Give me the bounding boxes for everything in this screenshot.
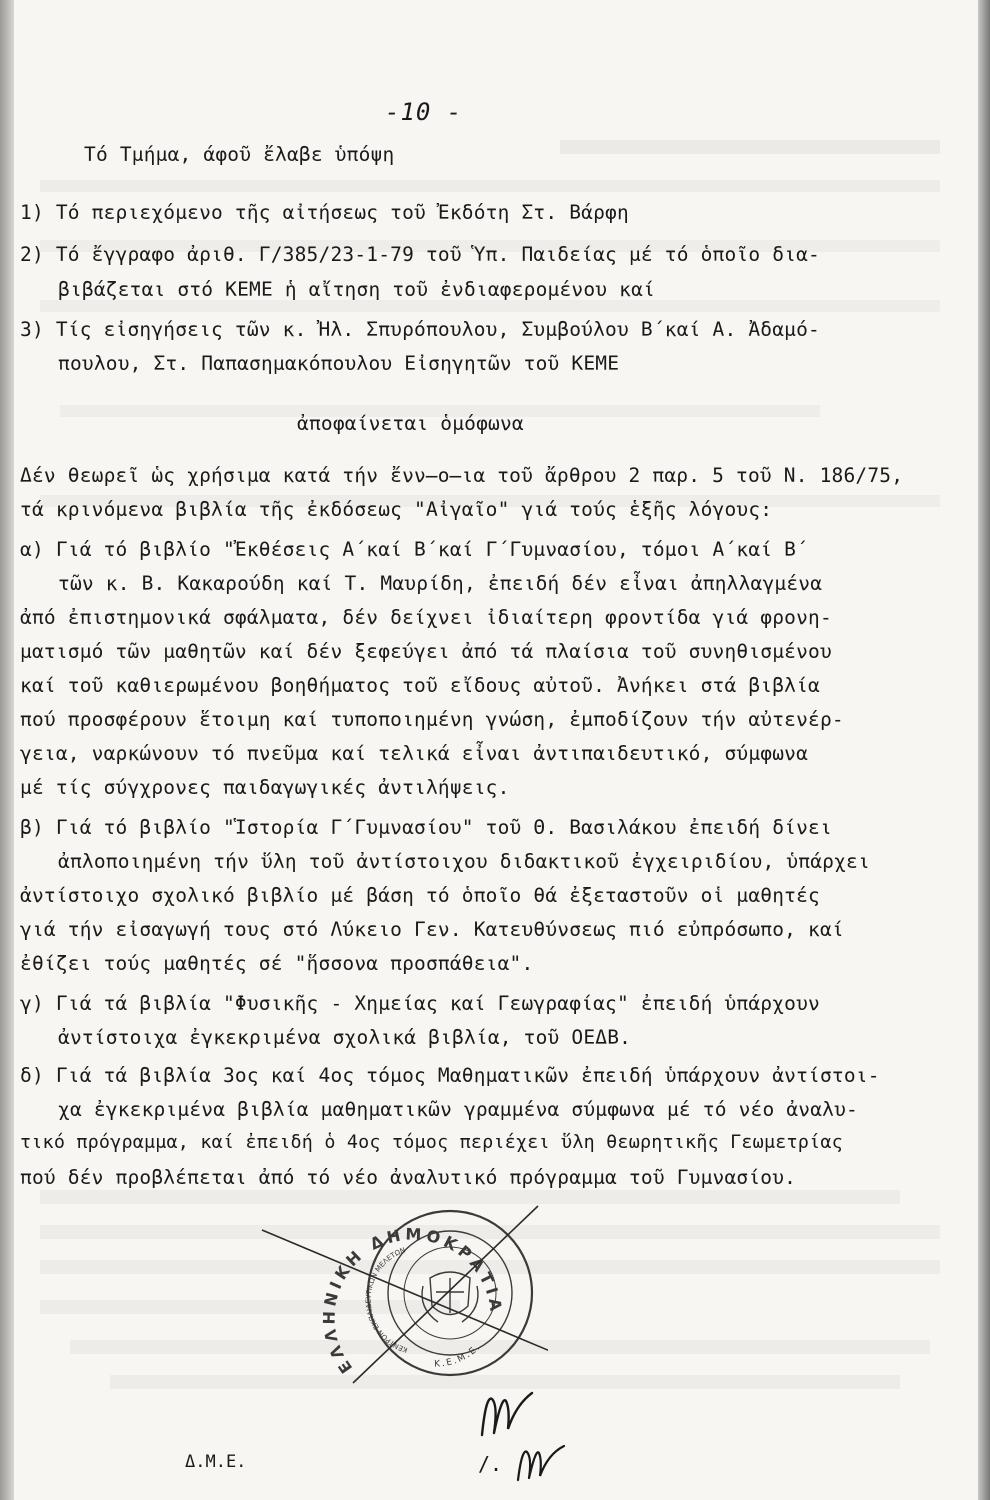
footer-continuation-mark: /. bbox=[478, 1452, 503, 1476]
intro-line: Τό Τμήμα, άφοῦ ἔλαβε ὑπόψη bbox=[84, 143, 395, 166]
svg-text:ΚΕΝΤΡΟΝ ΕΚΠΑΙΔΕΥΤΙΚΩΝ ΜΕΛΕΤΩΝ bbox=[365, 1246, 409, 1354]
body-line-14: γιά τήν εἰσαγωγή τους στό Λύκειο Γεν. Κατευθύνσεως πιό εὐπρόσωπο, καί bbox=[20, 918, 844, 941]
coat-of-arms-icon bbox=[422, 1272, 478, 1322]
body-line-8: πού προσφέρουν ἕτοιμη καί τυποποιημένη γνώση, ἐμποδίζουν τήν αὐτενέρ- bbox=[20, 708, 844, 731]
body-line-5: ἀπό ἐπιστημονικά σφάλματα, δέν δείχνει ἰδιαίτερη φροντίδα γιά φρονη- bbox=[20, 606, 832, 629]
stamp-outer-text: ΕΛΛΗΝΙΚΗ ΔΗΜΟΚΡΑΤΙΑ bbox=[319, 1224, 506, 1377]
item-2-cont: βιβάζεται στό ΚΕΜΕ ἡ αἴτηση τοῦ ἐνδιαφερομένου καί bbox=[58, 278, 655, 301]
handwritten-signature bbox=[472, 1385, 552, 1445]
item-2: 2) Τό ἔγγραφο ἀριθ. Γ/385/23-1-79 τοῦ Ὑπ. Παιδείας μέ τό ὁποῖο δια- bbox=[20, 243, 820, 266]
scan-edge-right bbox=[978, 0, 990, 1500]
body-line-12: ἀπλοποιημένη τήν ὕλη τοῦ ἀντίστοιχου διδακτικοῦ ἐγχειριδίου, ὑπάρχει bbox=[58, 850, 870, 873]
body-line-7: καί τοῦ καθιερωμένου βοηθήματος τοῦ εἴδους αὐτοῦ. Ἀνήκει στά βιβλία bbox=[20, 674, 820, 697]
body-line-17: ἀντίστοιχα ἐγκεκριμένα σχολικά βιβλία, τοῦ ΟΕΔΒ. bbox=[58, 1026, 632, 1049]
body-line-11: β) Γιά τό βιβλίο "Ἱστορία Γ΄Γυμνασίου" τοῦ Θ. Βασιλάκου ἐπειδή δίνει bbox=[20, 816, 832, 839]
official-seal-stamp bbox=[258, 1188, 548, 1388]
body-line-18: δ) Γιά τά βιβλία 3ος καί 4ος τόμος Μαθηματικῶν ἐπειδή ὑπάρχουν ἀντίστοι- bbox=[20, 1064, 880, 1087]
body-line-21: πού δέν προβλέπεται ἀπό τό νέο ἀναλυτικό πρόγραμμα τοῦ Γυμνασίου. bbox=[20, 1166, 797, 1189]
body-line-15: ἐθίζει τούς μαθητές σέ "ἥσσονα προσπάθεια". bbox=[20, 952, 534, 975]
footer-initials: Δ.Μ.Ε. bbox=[185, 1452, 247, 1472]
page-number: -10 - bbox=[385, 98, 463, 126]
body-line-16: γ) Γιά τά βιβλία "Φυσικῆς - Χημείας καί Γεωγραφίας" ἐπειδή ὑπάρχουν bbox=[20, 992, 820, 1015]
body-line-4: τῶν κ. Β. Κακαρούδη καί Τ. Μαυρίδη, ἐπειδή δέν εἶναι ἀπηλλαγμένα bbox=[58, 572, 823, 595]
body-line-2: τά κρινόμενα βιβλία τῆς ἐκδόσεως "Αἰγαῖο" γιά τούς ἑξῆς λόγους: bbox=[20, 498, 773, 521]
body-line-13: ἀντίστοιχο σχολικό βιβλίο μέ βάση τό ὁποῖο θά ἐξεταστοῦν οἱ μαθητές bbox=[20, 884, 820, 907]
item-1: 1) Τό περιεχόμενο τῆς αἰτήσεως τοῦ Ἐκδότη Στ. Βάρφη bbox=[20, 201, 629, 224]
body-line-9: γεια, ναρκώνουν τό πνεῦμα καί τελικά εἶναι ἀντιπαιδευτικό, σύμφωνα bbox=[20, 742, 809, 765]
body-line-20: τικό πρόγραμμα, καί ἐπειδή ὁ 4ος τόμος περιέχει ὕλη θεωρητικῆς Γεωμετρίας bbox=[20, 1132, 843, 1153]
decision-heading: ἀποφαίνεται ὁμόφωνα bbox=[297, 412, 524, 435]
body-line-3: α) Γιά τό βιβλίο "Ἐκθέσεις Α΄καί Β΄καί Γ΄Γυμνασίου, τόμοι Α΄καί Β΄ bbox=[20, 538, 809, 561]
scan-edge-left bbox=[0, 0, 14, 1500]
footer-signature bbox=[512, 1440, 572, 1488]
item-3: 3) Τίς εἰσηγήσεις τῶν κ. Ἠλ. Σπυρόπουλου, Συμβούλου Β΄καί Α. Ἀδαμό- bbox=[20, 318, 820, 341]
stamp-inner-text: ΚΕΝΤΡΟΝ ΕΚΠΑΙΔΕΥΤΙΚΩΝ ΜΕΛΕΤΩΝ bbox=[364, 1246, 409, 1354]
item-3-cont: πουλου, Στ. Παπασημακόπουλου Εἰσηγητῶν τοῦ ΚΕΜΕ bbox=[58, 352, 620, 375]
stamp-bottom-text: Κ.Ε.Μ.Ε. bbox=[433, 1341, 484, 1370]
body-line-10: μέ τίς σύγχρονες παιδαγωγικές ἀντιλήψεις. bbox=[20, 776, 510, 799]
svg-text:Κ.Ε.Μ.Ε. bbox=[434, 1342, 484, 1370]
body-line-19: χα ἐγκεκριμένα βιβλία μαθηματικῶν γραμμένα σύμφωνα μέ τό νέο ἀναλυ- bbox=[58, 1098, 858, 1121]
body-line-6: ματισμό τῶν μαθητῶν καί δέν ξεφεύγει ἀπό τά πλαίσια τοῦ συνηθισμένου bbox=[20, 640, 832, 663]
body-line-1: Δέν θεωρεῖ ὡς χρήσιμα κατά τήν ἔνν̶ο̶ια τοῦ ἄρθρου 2 παρ. 5 τοῦ Ν. 186/75, bbox=[20, 464, 904, 487]
